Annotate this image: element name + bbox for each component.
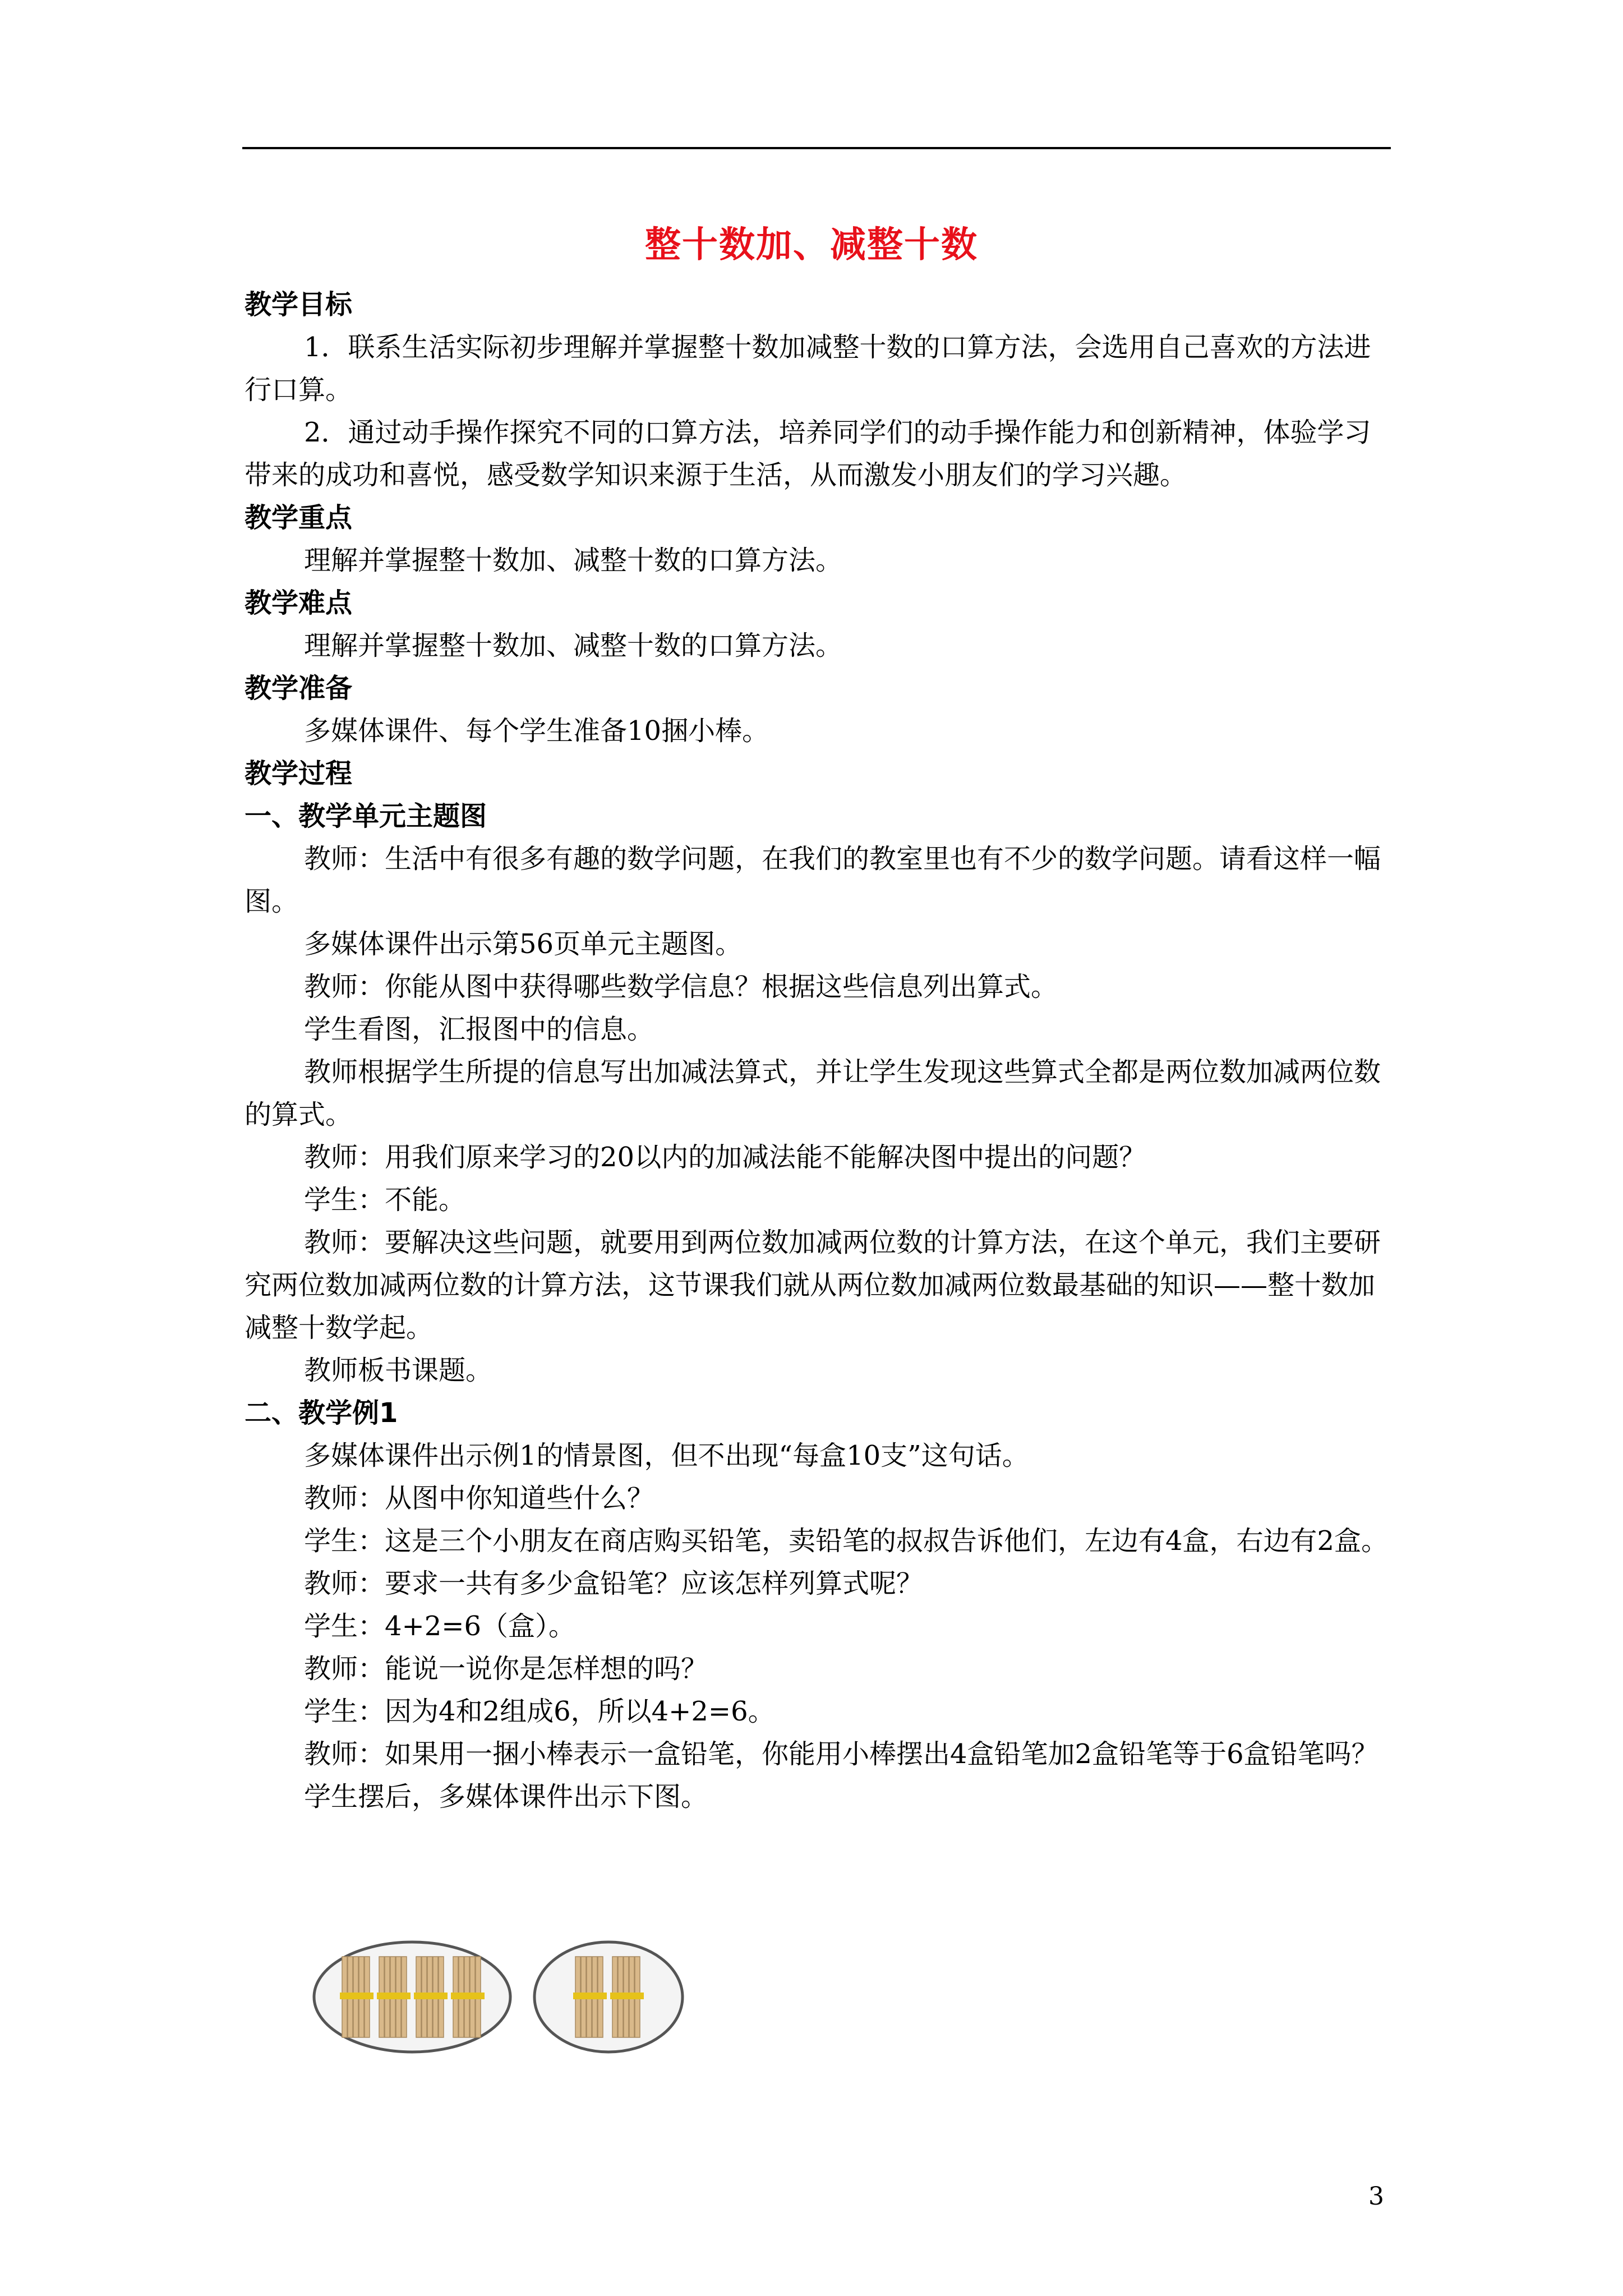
heading-part-1: 一、教学单元主题图 (245, 800, 487, 832)
paragraph: 多媒体课件出示第56页单元主题图。 (304, 928, 743, 960)
bundle-band (610, 1993, 644, 1999)
heading-key-points: 教学重点 (245, 502, 353, 533)
heading-difficulties: 教学难点 (245, 587, 353, 619)
stick-bundle (340, 1957, 374, 2037)
paragraph: 学生：不能。 (304, 1184, 466, 1216)
paragraph: 学生：4+2=6（盒）。 (304, 1611, 576, 1642)
paragraph: 教师：用我们原来学习的20以内的加减法能不能解决图中提出的问题？ (304, 1142, 1146, 1173)
paragraph: 学生：这是三个小朋友在商店购买铅笔，卖铅笔的叔叔告诉他们，左边有4盒，右边有2盒。 (304, 1525, 1389, 1557)
heading-preparation: 教学准备 (245, 673, 353, 704)
paragraph: 学生看图，汇报图中的信息。 (304, 1014, 654, 1045)
paragraph: 教师板书课题。 (304, 1355, 493, 1386)
paragraph-difficulties: 理解并掌握整十数加、减整十数的口算方法。 (304, 630, 843, 661)
stick-bundle (573, 1957, 607, 2037)
page-number: 3 (1368, 2182, 1384, 2211)
paragraph: 学生摆后，多媒体课件出示下图。 (304, 1781, 708, 1812)
paragraph: 教师：要解决这些问题，就要用到两位数加减两位数的计算方法，在这个单元，我们主要研究两位数加减两位数的计算方法，这节课我们就从两位数加减两位数最基础的知识——整十数加减整十数学起。 (245, 1227, 1381, 1343)
paragraph: 教师：能说一说你是怎样想的吗？ (304, 1653, 708, 1685)
page-title: 整十数加、减整十数 (645, 224, 978, 266)
right-bundle-oval (534, 1942, 683, 2052)
bundle-band (377, 1993, 411, 1999)
bundle-band (573, 1993, 607, 1999)
heading-part-2: 二、教学例1 (245, 1397, 398, 1429)
bundle-band (340, 1993, 374, 1999)
stick-bundle (377, 1957, 411, 2037)
stick-bundles-figure (306, 1930, 704, 2064)
paragraph: 教师根据学生所提的信息写出加减法算式，并让学生发现这些算式全都是两位数加减两位数的算式。 (245, 1056, 1381, 1130)
paragraph: 教师：要求一共有多少盒铅笔？应该怎样列算式呢？ (304, 1568, 924, 1599)
stick-bundle (610, 1957, 644, 2037)
paragraph: 学生：因为4和2组成6，所以4+2=6。 (304, 1696, 775, 1727)
paragraph-key-points: 理解并掌握整十数加、减整十数的口算方法。 (304, 545, 843, 576)
bundle-band (451, 1993, 485, 1999)
stick-bundles-illustration (306, 1930, 704, 2064)
paragraph: 教师：你能从图中获得哪些数学信息？根据这些信息列出算式。 (304, 971, 1058, 1002)
paragraph: 教师：如果用一捆小棒表示一盒铅笔，你能用小棒摆出4盒铅笔加2盒铅笔等于6盒铅笔吗？ (304, 1738, 1378, 1770)
paragraph: 多媒体课件出示例1的情景图，但不出现“每盒10支”这句话。 (304, 1440, 1029, 1471)
body-text (245, 283, 1390, 1818)
heading-goals: 教学目标 (245, 289, 353, 320)
stick-bundle (414, 1957, 448, 2037)
paragraph-preparation: 多媒体课件、每个学生准备10捆小棒。 (304, 715, 769, 747)
paragraph-goal-2: 2．通过动手操作探究不同的口算方法，培养同学们的动手操作能力和创新精神，体验学习带来的成功和喜悦，感受数学知识来源于生活，从而激发小朋友们的学习兴趣。 (245, 417, 1371, 491)
header-rule (242, 147, 1391, 149)
stick-bundle (451, 1957, 485, 2037)
paragraph-goal-1: 1．联系生活实际初步理解并掌握整十数加减整十数的口算方法，会选用自己喜欢的方法进行口算。 (245, 332, 1371, 406)
heading-process: 教学过程 (245, 758, 353, 789)
paragraph: 教师：从图中你知道些什么？ (304, 1483, 654, 1514)
paragraph: 教师：生活中有很多有趣的数学问题，在我们的教室里也有不少的数学问题。请看这样一幅图。 (245, 843, 1381, 917)
bundle-band (414, 1993, 448, 1999)
